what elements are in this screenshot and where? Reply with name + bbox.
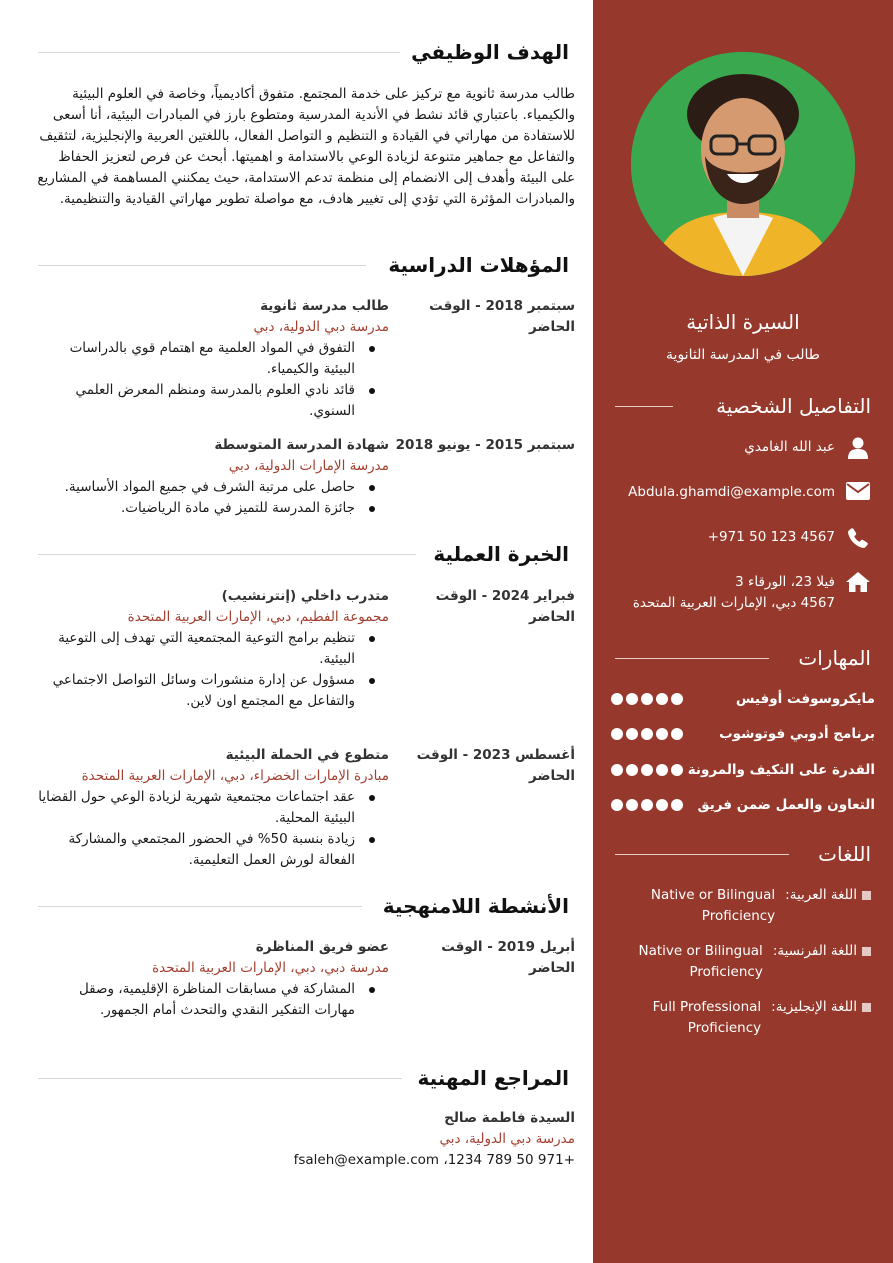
contact-phone-row xyxy=(613,527,871,549)
square-bullet-icon xyxy=(862,1003,871,1012)
languages-title: اللغات xyxy=(818,842,871,866)
entry-date: سبتمبر 2018 - الوقت الحاضر xyxy=(429,298,575,335)
entry-body xyxy=(37,586,389,712)
list-item: زيادة بنسبة 50% في الحضور المجتمعي والمشاركة الفعالة لورش العمل التعليمية. xyxy=(37,829,389,871)
objective-text: طالب مدرسة ثانوية مع تركيز على خدمة المجتمع. متفوق أكاديمياً، وخاصة في العلوم البيئية والكيمياء. باعتباري قائد نشط في الأندية المدرسية ومتطوع بارز في المبادرات البيئية، أنا أسعى للاستفادة من مهاراتي في القيادة و التنظيم و التواصل الفعال، باللغتين العربية والإنجليزية، لتثقيف والتفاعل مع جماهير متنوعة لزيادة الوعي بالاستدامة و اهميتها. أبحث عن فرص لتعزيز الحفاظ على البيئة وأهدف إلى الانضمام إلى منظمة تدعم الاستدامة، حيث يمكنني المساهمة في المشاريع والمبادرات المؤثرة التي تؤدي إلى تغيير هادف، مع مواصلة تطوير مهاراتي القيادية والتنظيمية. xyxy=(37,86,575,207)
section-divider xyxy=(38,906,362,907)
entry-date: فبراير 2024 - الوقت الحاضر xyxy=(435,588,575,625)
entry-date: سبتمبر 2015 - يونيو 2018 xyxy=(395,437,575,453)
envelope-icon xyxy=(845,482,871,500)
entry-organization: مدرسة دبي، دبي، الإمارات العربية المتحدة xyxy=(152,960,389,976)
sidebar xyxy=(593,0,893,1263)
entry-organization: مدرسة الإمارات الدولية، دبي xyxy=(228,458,389,474)
experience-title: الخبرة العملية xyxy=(433,542,569,566)
entry-body xyxy=(37,745,389,871)
reference-contact: +971 50 789 1234، fsaleh@example.com xyxy=(293,1152,575,1168)
address-line-1: فيلا 23، الورقاء 3 xyxy=(735,574,835,590)
list-item: جائزة المدرسة للتميز في مادة الرياضيات. xyxy=(37,498,389,519)
square-bullet-icon xyxy=(862,891,871,900)
entry-date: أغسطس 2023 - الوقت الحاضر xyxy=(416,747,575,784)
skills-title: المهارات xyxy=(798,646,871,670)
skill-row xyxy=(611,795,875,815)
section-divider xyxy=(615,658,769,659)
language-level: Full Professional Proficiency xyxy=(652,999,762,1036)
section-divider xyxy=(38,554,416,555)
entry-title: متدرب داخلي (إنترنشيب) xyxy=(221,588,389,604)
phone-icon xyxy=(845,527,871,549)
entry-date: أبريل 2019 - الوقت الحاضر xyxy=(441,939,575,976)
language-row xyxy=(631,997,871,1039)
language-name: اللغة العربية: xyxy=(785,887,857,903)
entry-organization: مبادرة الإمارات الخضراء، دبي، الإمارات العربية المتحدة xyxy=(81,768,389,784)
contact-email[interactable]: Abdula.ghamdi@example.com xyxy=(628,484,835,500)
about-title: السيرة الذاتية xyxy=(686,310,800,334)
skill-name: برنامج أدوبي فوتوشوب xyxy=(719,726,875,742)
skill-row xyxy=(611,760,875,780)
entry-bullets xyxy=(37,979,389,1021)
section-divider xyxy=(38,52,400,53)
language-level: Native or Bilingual Proficiency xyxy=(650,887,776,924)
contact-address xyxy=(633,572,835,614)
entry-bullets xyxy=(37,477,389,519)
skill-name: القدرة على التكيف والمرونة xyxy=(687,762,875,778)
objective-title: الهدف الوظيفي xyxy=(411,40,569,64)
personal-details-title: التفاصيل الشخصية xyxy=(716,394,871,418)
skill-name: مايكروسوفت أوفيس xyxy=(735,691,875,707)
list-item: تنظيم برامج التوعية المجتمعية التي تهدف إلى التوعية البيئية. xyxy=(37,628,389,670)
entry-body xyxy=(37,435,389,519)
address-line-2: 4567 دبي، الإمارات العربية المتحدة xyxy=(632,595,835,611)
list-item: التفوق في المواد العلمية مع اهتمام قوي بالدراسات البيئية والكيمياء. xyxy=(37,338,389,380)
reference-name: السيدة فاطمة صالح xyxy=(444,1110,575,1126)
entry-title: طالب مدرسة ثانوية xyxy=(260,298,389,314)
list-item: قائد نادي العلوم بالمدرسة ومنظم المعرض العلمي السنوي. xyxy=(37,380,389,422)
entry-body xyxy=(37,296,389,422)
extracurricular-title: الأنشطة اللامنهجية xyxy=(382,894,569,918)
entry-organization: مجموعة الفطيم، دبي، الإمارات العربية المتحدة xyxy=(127,609,389,625)
entry-title: شهادة المدرسة المتوسطة xyxy=(214,437,389,453)
profile-photo xyxy=(631,52,855,276)
references-title: المراجع المهنية xyxy=(417,1066,569,1090)
reference-entry xyxy=(35,1108,575,1171)
language-row xyxy=(631,885,871,927)
entry-body xyxy=(37,937,389,1021)
language-name: اللغة الإنجليزية: xyxy=(771,999,857,1015)
home-icon xyxy=(845,572,871,592)
contact-email-row xyxy=(613,482,871,503)
square-bullet-icon xyxy=(862,947,871,956)
entry-bullets xyxy=(37,787,389,871)
skill-rating xyxy=(611,693,683,705)
skill-name: التعاون والعمل ضمن فريق xyxy=(697,797,875,813)
language-level: Native or Bilingual Proficiency xyxy=(638,943,763,980)
skill-row xyxy=(611,724,875,744)
language-row xyxy=(631,941,871,983)
skill-rating xyxy=(611,764,683,776)
skill-rating xyxy=(611,799,683,811)
contact-phone[interactable]: +971 50 123 4567 xyxy=(707,529,835,545)
language-name: اللغة الفرنسية: xyxy=(772,943,857,959)
entry-title: متطوع في الحملة البيئية xyxy=(225,747,389,763)
list-item: عقد اجتماعات مجتمعية شهرية لزيادة الوعي حول القضايا البيئية المحلية. xyxy=(37,787,389,829)
entry-organization: مدرسة دبي الدولية، دبي xyxy=(253,319,389,335)
list-item: مسؤول عن إدارة منشورات وسائل التواصل الاجتماعي والتفاعل مع المجتمع اون لاين. xyxy=(37,670,389,712)
contact-address-row xyxy=(613,572,871,614)
list-item: المشاركة في مسابقات المناظرة الإقليمية، وصقل مهارات التفكير النقدي والتحدث أمام الجمهور. xyxy=(37,979,389,1021)
section-divider xyxy=(38,265,366,266)
education-title: المؤهلات الدراسية xyxy=(388,253,569,277)
contact-name: عبد الله الغامدي xyxy=(744,439,835,455)
user-icon xyxy=(845,437,871,459)
entry-title: عضو فريق المناظرة xyxy=(255,939,389,955)
entry-bullets xyxy=(37,338,389,422)
skill-rating xyxy=(611,728,683,740)
section-divider xyxy=(615,406,673,407)
section-divider xyxy=(38,1078,402,1079)
reference-organization: مدرسة دبي الدولية، دبي xyxy=(439,1131,575,1147)
about-subtitle: طالب في المدرسة الثانوية xyxy=(666,347,820,363)
entry-bullets xyxy=(37,628,389,712)
contact-name-row xyxy=(613,437,871,459)
section-divider xyxy=(615,854,789,855)
list-item: حاصل على مرتبة الشرف في جميع المواد الأساسية. xyxy=(37,477,389,498)
avatar-illustration xyxy=(631,52,855,276)
skill-row xyxy=(611,689,875,709)
